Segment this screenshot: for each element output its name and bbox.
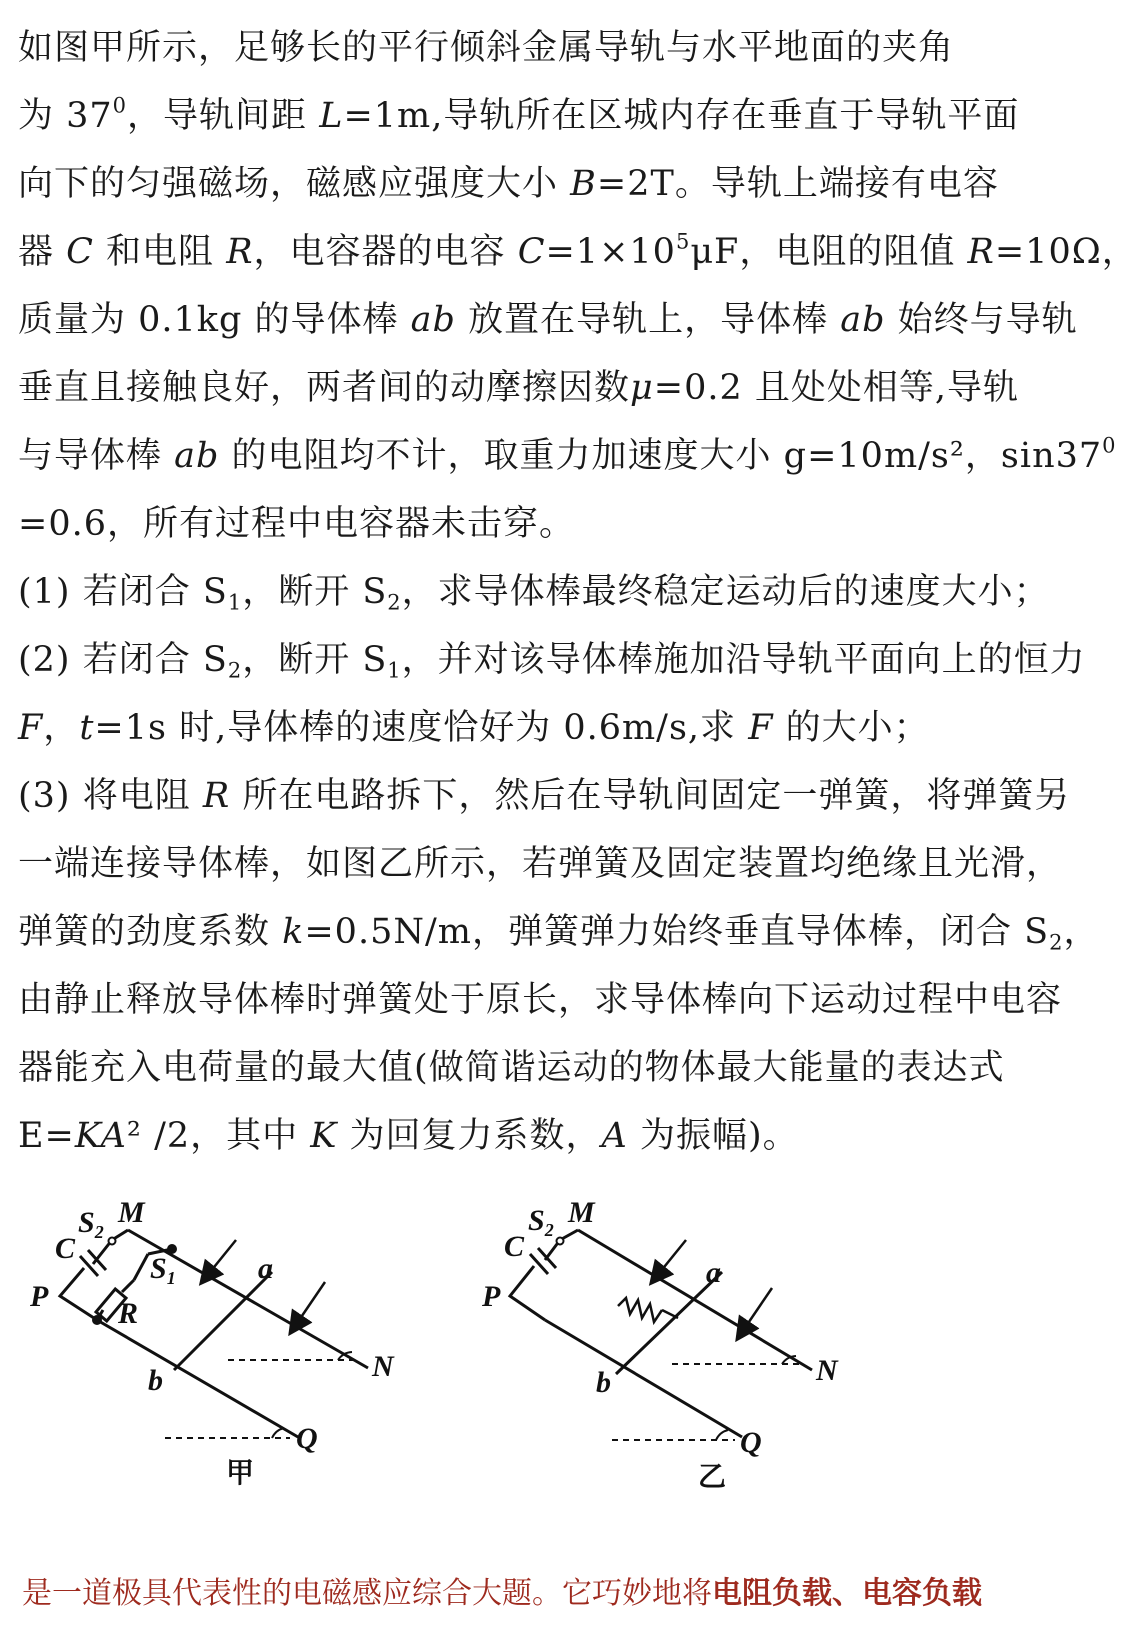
label-a: a [258, 1252, 273, 1285]
label-p: P [482, 1280, 501, 1313]
label-s1: $S_1$ [150, 1252, 176, 1288]
wire-r [122, 1280, 134, 1292]
label-b: b [148, 1364, 163, 1397]
label-b: b [596, 1366, 611, 1399]
switch-contact [109, 1238, 116, 1245]
label-a: a [706, 1256, 721, 1289]
angle-arc-q [716, 1430, 728, 1440]
question-3-cont: 由静止释放导体棒时弹簧处于原长，求导体棒向下运动过程中电容 [18, 980, 1063, 1020]
question-3-cont: E=KA² /2，其中 K 为回复力系数，A 为振幅)。 [18, 1116, 799, 1156]
rod-ab [174, 1272, 272, 1370]
label-s2: $S_2$ [528, 1204, 554, 1240]
problem-statement [18, 20, 1138, 1176]
label-s2: $S_2$ [78, 1206, 104, 1242]
label-c: C [504, 1230, 525, 1263]
text-line: 器 C 和电阻 R，电容器的电容 $C=1\times 10^5\mu F$，电阻的阻值 R=10Ω， [18, 229, 1138, 272]
figure-b-caption: 乙 [698, 1462, 727, 1493]
commentary-footer: 是一道极具代表性的电磁感应综合大题。它巧妙地将电阻负载、电容负载 [22, 1576, 982, 1611]
junction-dot [167, 1244, 177, 1254]
label-m: M [118, 1196, 145, 1229]
question-2: (2) 若闭合 $S_2$，断开 $S_1$，并对该导体棒施加沿导轨平面向上的恒力 [18, 640, 1086, 683]
field-arrow [652, 1240, 686, 1282]
rail-pq [545, 1320, 742, 1437]
field-arrow [738, 1288, 772, 1338]
label-r: R [118, 1297, 139, 1330]
switch-s1 [134, 1254, 148, 1280]
text-line: 与导体棒 ab 的电阻均不计，取重力加速度大小 g=10m/s²，$\sin 37^0$ [18, 433, 1117, 476]
text-line: 为 $37^0$，导轨间距 L=1m,导轨所在区城内存在垂直于导轨平面 [18, 93, 1020, 136]
figure-b-diagram [482, 1190, 1060, 1500]
label-m: M [568, 1196, 595, 1229]
switch-contact [557, 1238, 564, 1245]
field-arrow [291, 1282, 325, 1332]
label-q: Q [296, 1422, 318, 1455]
question-1: (1) 若闭合 $S_1$，断开 $S_2$，求导体棒最终稳定运动后的速度大小； [18, 572, 1050, 615]
junction-dot [92, 1315, 102, 1325]
label-n: N [372, 1350, 394, 1383]
label-c: C [55, 1232, 76, 1265]
label-p: P [30, 1280, 49, 1313]
question-3-cont: 器能充入电荷量的最大值(做简谐运动的物体最大能量的表达式 [18, 1048, 1005, 1088]
label-q: Q [740, 1426, 762, 1459]
spring [618, 1298, 662, 1322]
text-line: 如图甲所示，足够长的平行倾斜金属导轨与水平地面的夹角 [18, 28, 955, 68]
question-3: (3) 将电阻 R 所在电路拆下，然后在导轨间固定一弹簧，将弹簧另 [18, 776, 1071, 816]
figure-a-diagram [0, 1190, 540, 1500]
label-n: N [816, 1354, 838, 1387]
spring-link [662, 1310, 678, 1318]
rail-pq [97, 1320, 298, 1437]
question-3-cont: 弹簧的劲度系数 k=0.5N/m，弹簧弹力始终垂直导体棒，闭合 $S_2$， [18, 912, 1100, 955]
text-line: 质量为 0.1kg 的导体棒 ab 放置在导轨上，导体棒 ab 始终与导轨 [18, 300, 1078, 340]
field-arrow [202, 1240, 236, 1282]
figure-a-caption: 甲 [226, 1458, 255, 1489]
text-line: 向下的匀强磁场，磁感应强度大小 B=2T。导轨上端接有电容 [18, 164, 999, 204]
text-line: =0.6，所有过程中电容器未击穿。 [18, 504, 575, 544]
question-3-cont: 一端连接导体棒，如图乙所示，若弹簧及固定装置均绝缘且光滑， [18, 844, 1063, 884]
wire-left [60, 1268, 97, 1320]
angle-arc-q [272, 1428, 284, 1438]
question-2-cont: F，t=1s 时,导体棒的速度恰好为 0.6m/s,求 F 的大小； [18, 708, 930, 748]
text-line: 垂直且接触良好，两者间的动摩擦因数μ=0.2 且处处相等,导轨 [18, 368, 1020, 408]
